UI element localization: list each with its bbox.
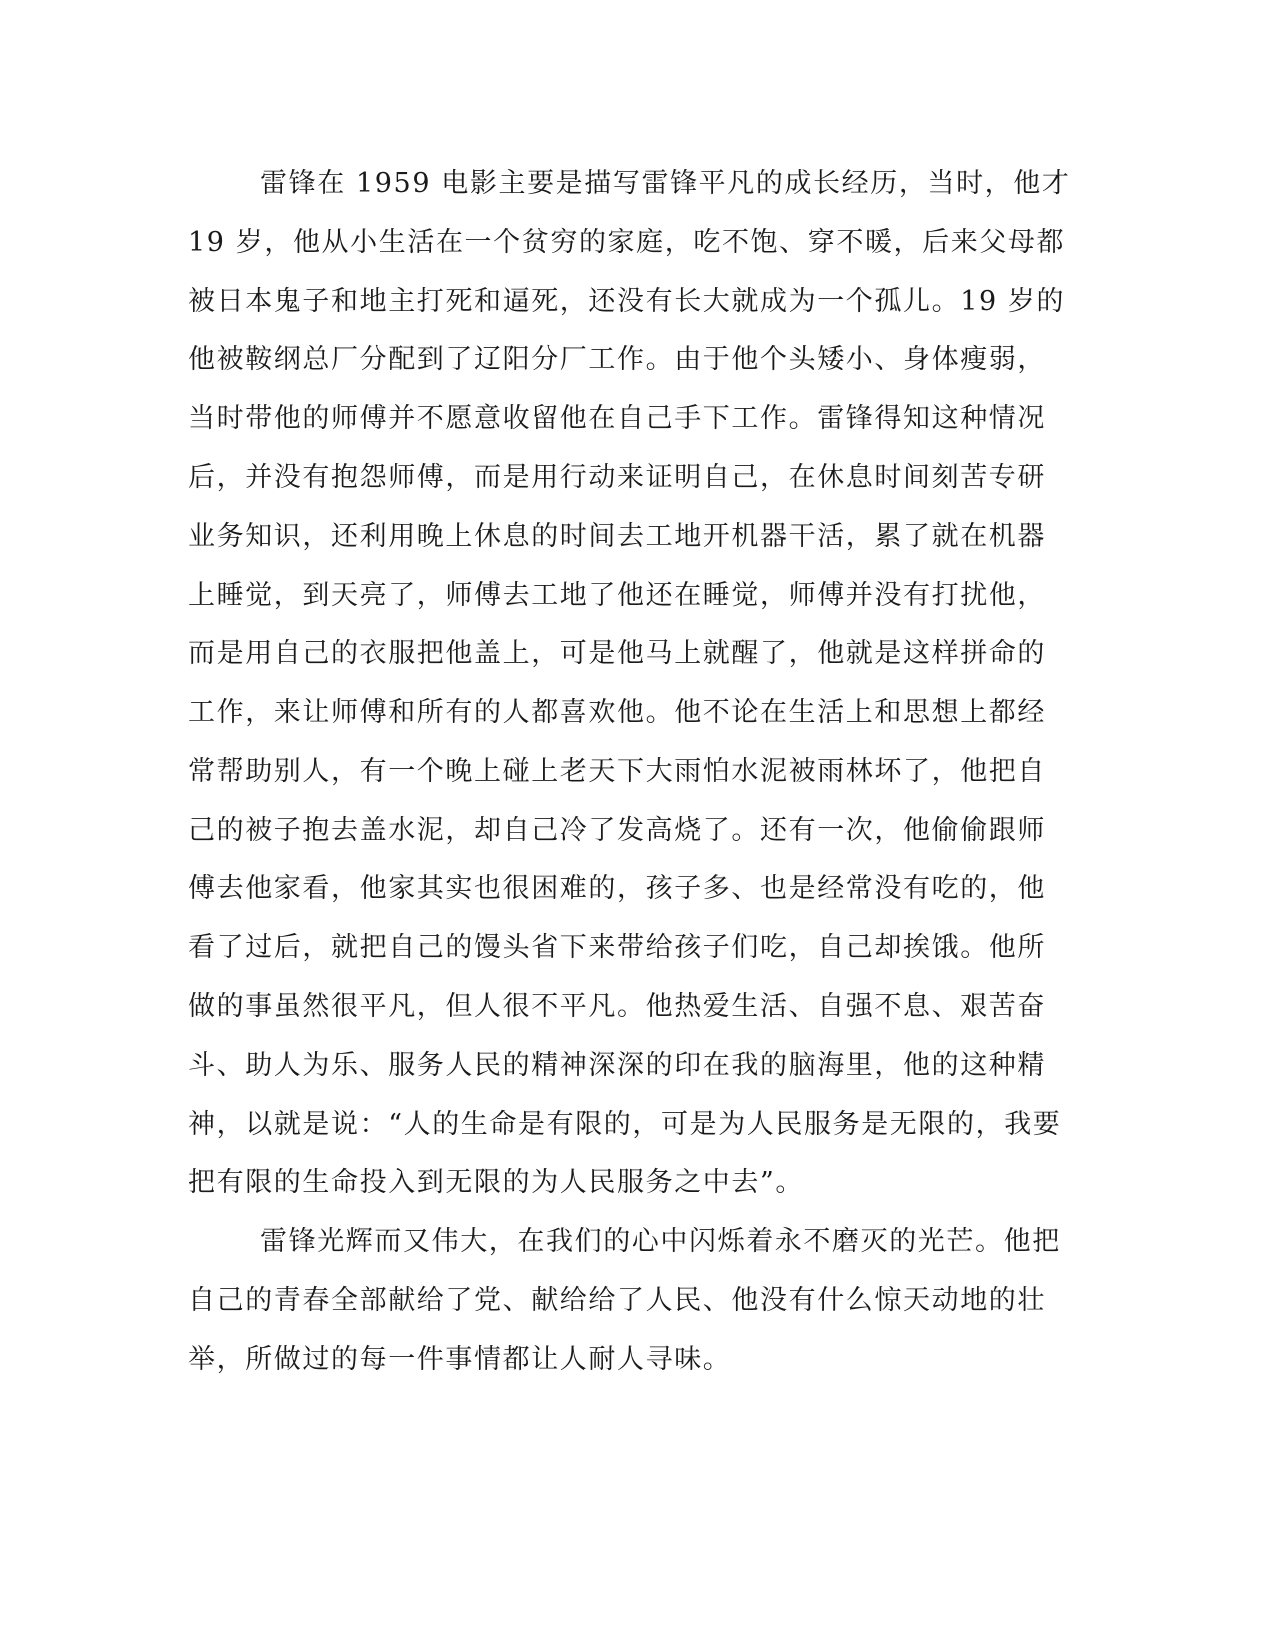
paragraph-2-line-3: 举，所做过的每一件事情都让人耐人寻味。 [188,1344,732,1375]
paragraph-1-line-4: 他被鞍纲总厂分配到了辽阳分厂工作。由于他个头矮小、身体瘦弱， [188,344,1046,375]
paragraph-1-line-10: 工作，来让师傅和所有的人都喜欢他。他不论在生活上和思想上都经 [188,697,1046,728]
paragraph-2-line-1: 雷锋光辉而又伟大，在我们的心中闪烁着永不磨灭的光芒。他把 [260,1226,1061,1257]
paragraph-1-line-3: 被日本鬼子和地主打死和逼死，还没有长大就成为一个孤儿。19 岁的 [188,286,1066,317]
paragraph-1-line-16: 斗、助人为乐、服务人民的精神深深的印在我的脑海里，他的这种精 [188,1050,1046,1081]
paragraph-1-line-15: 做的事虽然很平凡，但人很不平凡。他热爱生活、自强不息、艰苦奋 [188,991,1046,1022]
paragraph-2-line-2: 自己的青春全部献给了党、献给给了人民、他没有什么惊天动地的壮 [188,1285,1046,1316]
paragraph-1-line-7: 业务知识，还利用晚上休息的时间去工地开机器干活，累了就在机器 [188,521,1046,552]
paragraph-1-line-8: 上睡觉，到天亮了，师傅去工地了他还在睡觉，师傅并没有打扰他， [188,580,1046,611]
paragraph-1-line-11: 常帮助别人，有一个晚上碰上老天下大雨怕水泥被雨林坏了，他把自 [188,756,1046,787]
paragraph-1-line-13: 傅去他家看，他家其实也很困难的，孩子多、也是经常没有吃的，他 [188,873,1046,904]
paragraph-1-line-17: 神，以就是说：“人的生命是有限的，可是为人民服务是无限的，我要 [188,1109,1062,1140]
paragraph-1-line-6: 后，并没有抱怨师傅，而是用行动来证明自己，在休息时间刻苦专研 [188,462,1046,493]
paragraph-1-line-18: 把有限的生命投入到无限的为人民服务之中去”。 [188,1167,805,1198]
paragraph-1-line-9: 而是用自己的衣服把他盖上，可是他马上就醒了，他就是这样拼命的 [188,638,1046,669]
paragraph-1-line-5: 当时带他的师傅并不愿意收留他在自己手下工作。雷锋得知这种情况 [188,403,1046,434]
paragraph-1-line-12: 己的被子抱去盖水泥，却自己冷了发高烧了。还有一次，他偷偷跟师 [188,815,1046,846]
paragraph-1-line-1: 雷锋在 1959 电影主要是描写雷锋平凡的成长经历，当时，他才 [260,168,1071,199]
paragraph-1-line-14: 看了过后，就把自己的馒头省下来带给孩子们吃，自己却挨饿。他所 [188,932,1046,963]
paragraph-1-line-2: 19 岁，他从小生活在一个贫穷的家庭，吃不饱、穿不暖，后来父母都 [188,227,1066,258]
